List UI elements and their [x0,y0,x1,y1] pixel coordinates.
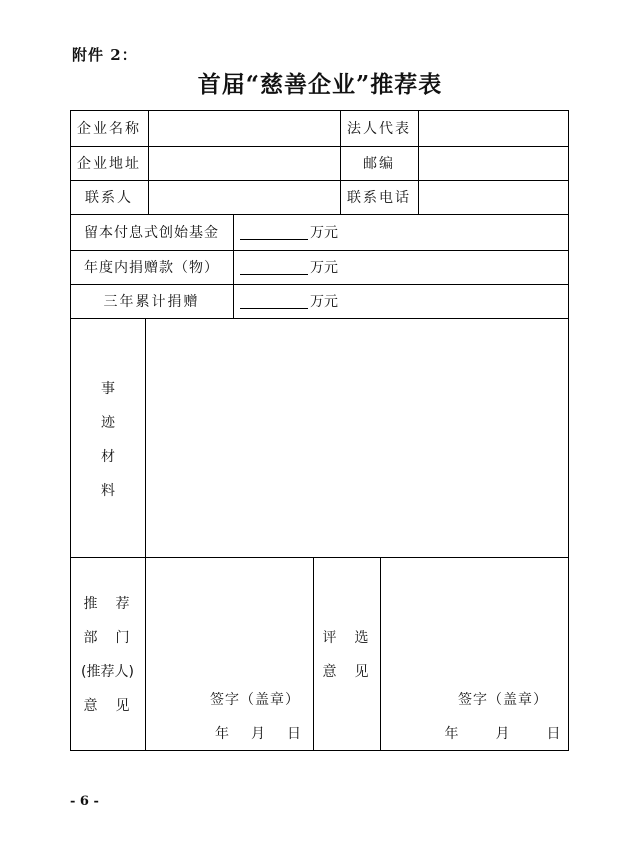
legal-rep-label: 法人代表 [347,121,411,137]
recommend-label-line1: 推 荐 [83,596,132,612]
cumulative-donation-label: 三年累计捐赠 [103,294,200,310]
deeds-char: 材 [101,449,115,465]
annual-donation-unit: 万元 [310,260,338,276]
recommend-date: 年 月 日 [215,726,305,742]
annual-donation-amount[interactable] [240,250,338,284]
deeds-char: 料 [101,483,115,499]
fund-amount-blank[interactable] [240,225,308,240]
deeds-char: 事 [101,381,115,397]
evaluation-date: 年 月 日 [444,726,564,742]
legal-rep-field[interactable] [419,111,568,146]
contact-person-field[interactable] [149,181,340,214]
cumulative-donation-unit: 万元 [310,294,338,310]
recommend-label-line3: (推荐人) [81,664,134,680]
postcode-field[interactable] [419,147,568,180]
company-address-field[interactable] [149,147,340,180]
contact-phone-label: 联系电话 [347,190,411,206]
attachment-label: 附件 2： [72,46,138,64]
postcode-label: 邮编 [363,156,395,172]
fund-label: 留本付息式创始基金 [84,225,219,241]
contact-phone-field[interactable] [419,181,568,214]
deeds-char: 迹 [101,415,115,431]
company-name-label: 企业名称 [77,121,141,137]
recommend-signature: 签字（盖章） [210,692,300,708]
cumulative-donation-amount[interactable] [240,284,338,318]
deeds-content-area[interactable] [146,319,568,557]
recommend-label-line2: 部 门 [83,630,132,646]
recommend-label-line4: 意 见 [83,698,132,714]
evaluation-signature: 签字（盖章） [458,692,548,708]
fund-unit: 万元 [310,225,338,241]
company-address-label: 企业地址 [77,156,141,172]
evaluation-label-line2: 意 见 [322,664,371,680]
contact-person-label: 联系人 [85,190,133,206]
company-name-field[interactable] [149,111,340,146]
page-number: - 6 - [70,794,99,809]
evaluation-label-line1: 评 选 [322,630,371,646]
annual-donation-blank[interactable] [240,260,308,275]
annual-donation-label: 年度内捐赠款（物） [84,260,219,276]
fund-amount[interactable] [240,214,338,250]
form-title: 首届“慈善企业”推荐表 [197,71,443,98]
cumulative-donation-blank[interactable] [240,294,308,309]
